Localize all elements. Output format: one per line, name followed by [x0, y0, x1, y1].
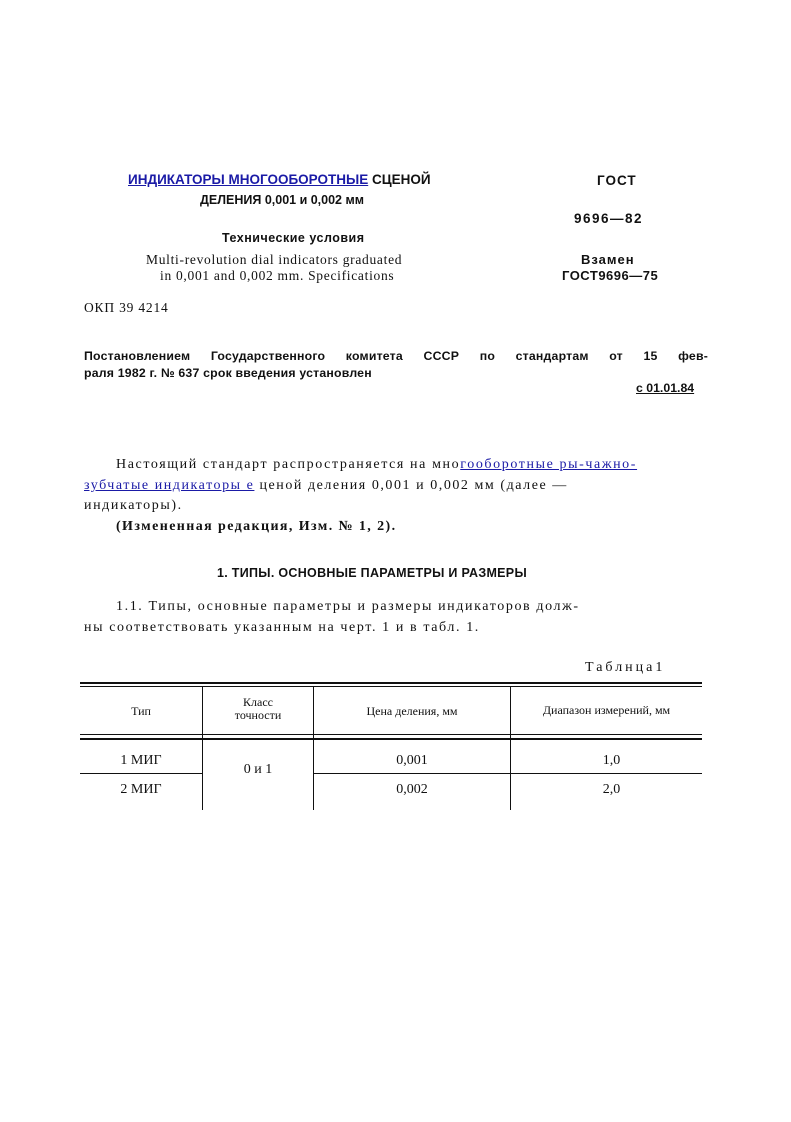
title-line-1 [128, 172, 431, 187]
intro-text-end: ценой деления 0,001 и 0,002 мм (далее — [254, 478, 568, 493]
section-title: 1. ТИПЫ. ОСНОВНЫЕ ПАРАМЕТРЫ И РАЗМЕРЫ [217, 566, 527, 580]
english-title-line-1: Multi-revolution dial indicators graduated [146, 252, 403, 267]
gost-number: 9696—82 [574, 211, 644, 226]
row-type: 1 МИГ [120, 753, 162, 768]
header-division: Цена деления, мм [366, 704, 458, 718]
row-division: 0,001 [396, 753, 428, 768]
title-line-2: ДЕЛЕНИЯ 0,001 и 0,002 мм [200, 193, 364, 207]
header-range: Диапазон измерений, мм [542, 703, 671, 717]
intro-link-2[interactable]: зубчатые индикаторы е [84, 478, 255, 493]
intro-link-1[interactable]: гооборотные ры-чажно- [460, 457, 638, 472]
header-class-line-2: точности [234, 708, 282, 722]
row-range: 1,0 [602, 753, 621, 768]
header-type: Тип [131, 704, 151, 718]
intro-line-3: индикаторы). [84, 498, 183, 513]
row-range: 2,0 [602, 782, 621, 797]
title-link[interactable]: ИНДИКАТОРЫ МНОГООБОРОТНЫЕ [128, 172, 369, 187]
subtitle: Технические условия [222, 231, 365, 245]
amended-note: (Измененная редакция, Изм. № 1, 2). [116, 519, 397, 534]
header-class [203, 696, 313, 722]
header-class-line-1: Класс [243, 695, 273, 709]
section-para-line-1: 1.1. Типы, основные параметры и размеры индикаторов долж- [116, 599, 580, 614]
row-division: 0,002 [396, 782, 428, 797]
okp-code: ОКП 39 4214 [84, 300, 169, 315]
replaces-label: Взамен [581, 252, 635, 267]
intro-line-1 [116, 457, 708, 473]
class-cell: 0 и 1 [243, 762, 273, 777]
row-type: 2 МИГ [120, 782, 162, 797]
intro-text-start: Настоящий стандарт распространяется на мно [116, 457, 461, 472]
decree-line-1: Постановлением Государственного комитета СССР по стандартам от 15 фев- [84, 349, 708, 363]
title-rest: СЦЕНОЙ [368, 172, 431, 187]
decree-date: с 01.01.84 [636, 381, 695, 395]
intro-line-2 [84, 478, 708, 494]
gost-label: ГОСТ [597, 173, 637, 188]
english-title-line-2: in 0,001 and 0,002 mm. Specifications [160, 268, 395, 283]
section-para-line-2: ны соответствовать указанным на черт. 1 и в табл. 1. [84, 620, 480, 635]
decree-line-2: раля 1982 г. № 637 срок введения установлен [84, 366, 372, 380]
replaces-number: ГОСТ9696—75 [562, 268, 659, 283]
table-caption: Таблнца1 [585, 660, 666, 675]
